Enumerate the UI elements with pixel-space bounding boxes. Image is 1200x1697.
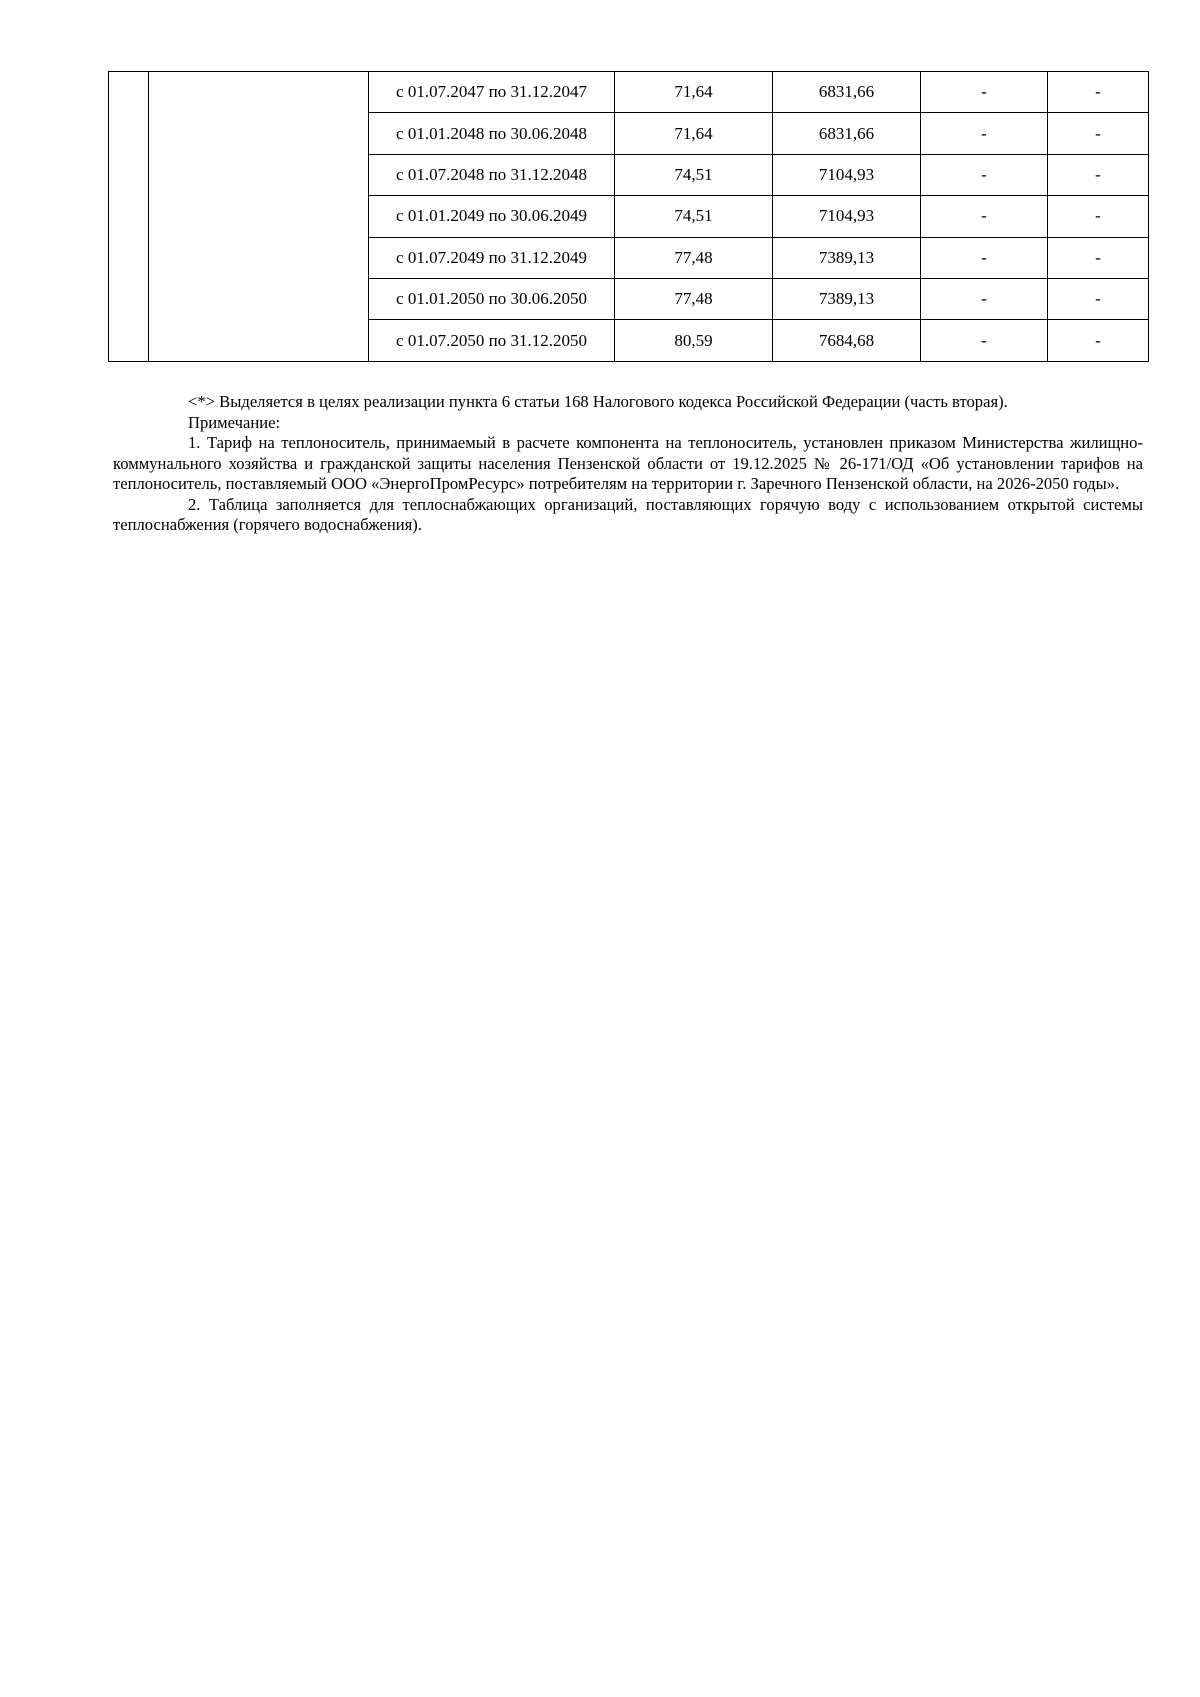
- notes-section: [113, 392, 1143, 536]
- empty-value-cell: -: [1048, 154, 1149, 195]
- component-water-cell: 77,48: [615, 278, 773, 319]
- component-water-cell: 80,59: [615, 320, 773, 361]
- empty-value-cell: -: [921, 113, 1048, 154]
- tariff-table: [108, 71, 1149, 362]
- period-cell: с 01.07.2050 по 31.12.2050: [369, 320, 615, 361]
- component-energy-cell: 7684,68: [773, 320, 921, 361]
- component-energy-cell: 7389,13: [773, 237, 921, 278]
- component-energy-cell: 7104,93: [773, 154, 921, 195]
- component-energy-cell: 7389,13: [773, 278, 921, 319]
- period-cell: с 01.07.2047 по 31.12.2047: [369, 72, 615, 113]
- component-water-cell: 74,51: [615, 196, 773, 237]
- empty-value-cell: -: [921, 154, 1048, 195]
- empty-value-cell: -: [1048, 72, 1149, 113]
- period-cell: с 01.01.2050 по 30.06.2050: [369, 278, 615, 319]
- note-item-2: 2. Таблица заполняется для теплоснабжающих организаций, поставляющих горячую воду с использованием открытой системы теплоснабжения (горячего водоснабжения).: [113, 494, 1143, 534]
- empty-value-cell: -: [1048, 278, 1149, 319]
- component-energy-cell: 7104,93: [773, 196, 921, 237]
- period-cell: с 01.01.2049 по 30.06.2049: [369, 196, 615, 237]
- empty-value-cell: -: [1048, 196, 1149, 237]
- empty-value-cell: -: [921, 320, 1048, 361]
- component-water-cell: 77,48: [615, 237, 773, 278]
- empty-value-cell: -: [1048, 113, 1149, 154]
- organization-cell: [149, 72, 369, 362]
- component-water-cell: 71,64: [615, 72, 773, 113]
- empty-value-cell: -: [921, 72, 1048, 113]
- empty-value-cell: -: [921, 237, 1048, 278]
- component-energy-cell: 6831,66: [773, 113, 921, 154]
- empty-value-cell: -: [1048, 237, 1149, 278]
- empty-value-cell: -: [1048, 320, 1149, 361]
- period-cell: с 01.01.2048 по 30.06.2048: [369, 113, 615, 154]
- index-cell: [109, 72, 149, 362]
- component-energy-cell: 6831,66: [773, 72, 921, 113]
- note-item-1: 1. Тариф на теплоноситель, принимаемый в расчете компонента на теплоноситель, установлен приказом Министерства жилищно-коммунального хозяйства и гражданской защиты населения Пензенской области от 19.12.2025 № 26-171/ОД «Об установлении тарифов на теплоноситель, поставляемый ООО «ЭнергоПромРесурс» потребителям на территории г. Заречного Пензенской области, на 2026-2050 годы».: [113, 433, 1143, 493]
- component-water-cell: 74,51: [615, 154, 773, 195]
- tariff-table-body: [109, 72, 1149, 362]
- notes-heading: Примечание:: [188, 412, 281, 432]
- period-cell: с 01.07.2049 по 31.12.2049: [369, 237, 615, 278]
- empty-value-cell: -: [921, 278, 1048, 319]
- period-cell: с 01.07.2048 по 31.12.2048: [369, 154, 615, 195]
- footnote-text: <*> Выделяется в целях реализации пункта 6 статьи 168 Налогового кодекса Российской Федерации (часть вторая).: [188, 392, 1008, 411]
- table-row: [109, 72, 1149, 113]
- empty-value-cell: -: [921, 196, 1048, 237]
- component-water-cell: 71,64: [615, 113, 773, 154]
